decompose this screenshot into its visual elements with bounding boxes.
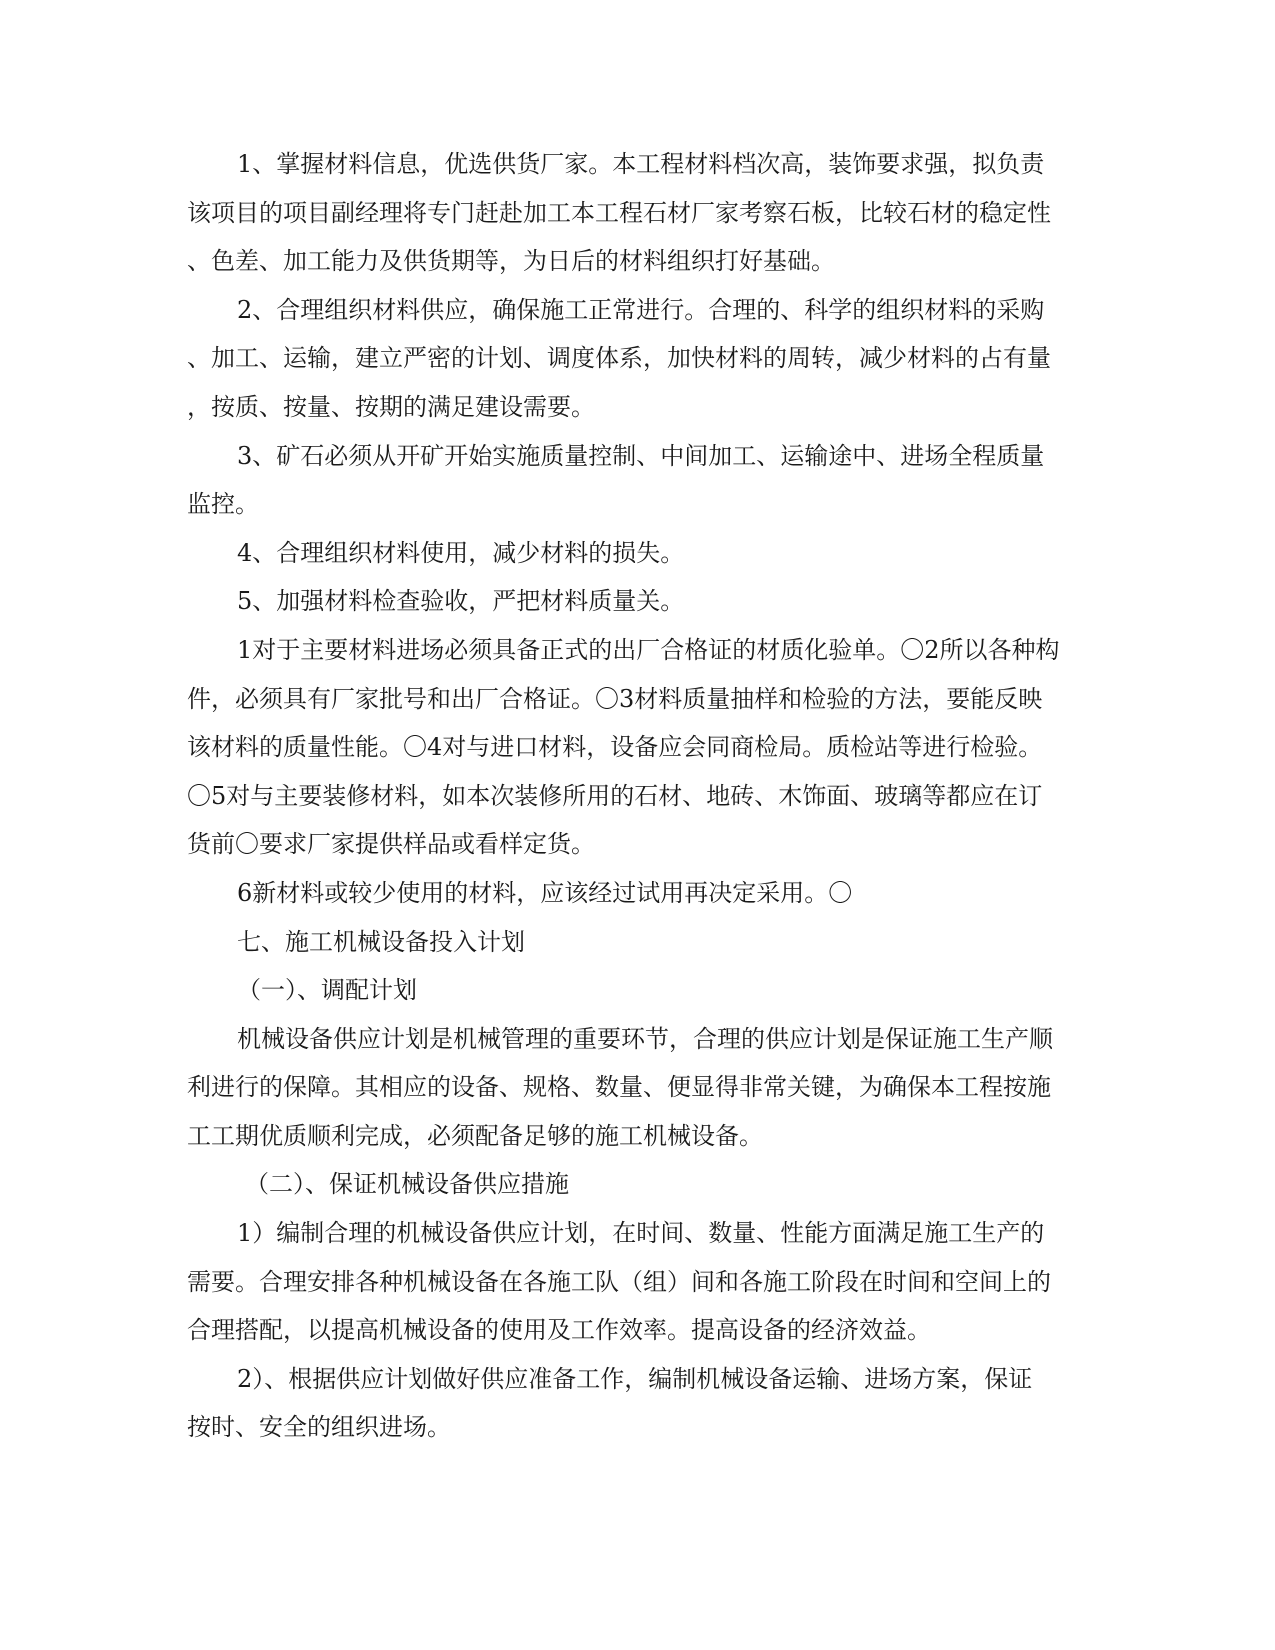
text-line: 2）、根据供应计划做好供应准备工作，编制机械设备运输、进场方案，保证 [237,1364,1033,1393]
text-line: 1）编制合理的机械设备供应计划，在时间、数量、性能方面满足施工生产的 [237,1219,1045,1248]
section-heading: 七、施工机械设备投入计划 [237,927,525,956]
document-body [187,140,1087,1452]
text-line: 合理搭配，以提高机械设备的使用及工作效率。提高设备的经济效益。 [187,1316,931,1345]
text-line: 6新材料或较少使用的材料，应该经过试用再决定采用。〇 [237,878,853,907]
text-line: ，按质、按量、按期的满足建设需要。 [187,392,595,421]
text-line: 工工期优质顺利完成，必须配备足够的施工机械设备。 [187,1121,763,1150]
text-line: 〇5对与主要装修材料，如本次装修所用的石材、地砖、木饰面、玻璃等都应在订 [187,781,1043,810]
text-line: 5、加强材料检查验收，严把材料质量关。 [237,587,685,616]
text-line: 1、掌握材料信息，优选供货厂家。本工程材料档次高，装饰要求强，拟负责 [237,150,1045,178]
text-line: 按时、安全的组织进场。 [187,1413,451,1442]
subsection-heading: （二）、保证机械设备供应措施 [245,1170,569,1199]
text-line: 、色差、加工能力及供货期等，为日后的材料组织打好基础。 [187,247,835,276]
text-line: 监控。 [187,490,259,519]
text-line: 2、合理组织材料供应，确保施工正常进行。合理的、科学的组织材料的采购 [237,295,1045,324]
text-line: 3、矿石必须从开矿开始实施质量控制、中间加工、运输途中、进场全程质量 [237,441,1045,470]
text-line: 需要。合理安排各种机械设备在各施工队（组）间和各施工阶段在时间和空间上的 [187,1267,1051,1296]
text-line: 货前〇要求厂家提供样品或看样定货。 [187,830,595,859]
subsection-heading: （一）、调配计划 [237,976,417,1005]
text-line: 机械设备供应计划是机械管理的重要环节，合理的供应计划是保证施工生产顺 [237,1024,1053,1053]
text-line: 该材料的质量性能。〇4对与进口材料，设备应会同商检局。质检站等进行检验。 [187,733,1043,762]
text-line: 利进行的保障。其相应的设备、规格、数量、便显得非常关键，为确保本工程按施 [187,1073,1051,1102]
text-line: 1对于主要材料进场必须具备正式的出厂合格证的材质化验单。〇2所以各种构 [237,635,1060,664]
text-line: 4、合理组织材料使用，减少材料的损失。 [237,538,685,567]
text-line: 、加工、运输，建立严密的计划、调度体系，加快材料的周转，减少材料的占有量 [187,344,1051,373]
text-line: 该项目的项目副经理将专门赶赴加工本工程石材厂家考察石板，比较石材的稳定性 [187,198,1051,227]
text-line: 件，必须具有厂家批号和出厂合格证。〇3材料质量抽样和检验的方法，要能反映 [187,684,1043,713]
